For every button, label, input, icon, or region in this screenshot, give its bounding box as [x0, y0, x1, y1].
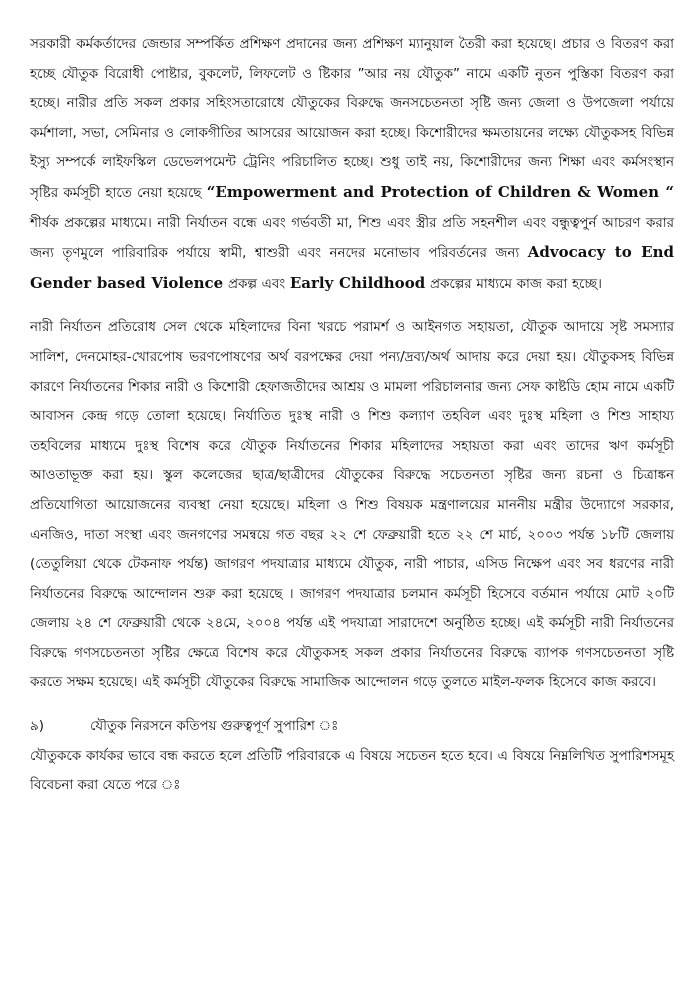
document-page	[30, 30, 674, 801]
paragraph-prevention-cell: নারী নির্যাতন প্রতিরোধ সেল থেকে মহিলাদের বিনা খরচে পরামর্শ ও আইনগত সহায়তা, যৌতুক আদায়ে সৃষ্ট সমস্যার সালিশ, দেনমোহর-খোরপোষ ভরণপোষণের অর্থ বরপক্ষের দেয়া পন্য/দ্রব্য/অর্থ আদায় করে দেয়া হয়। যৌতুকসহ বিভিন্ন কারণে নির্যাতনের শিকার নারী ও কিশোরী হেফাজতীদের আশ্রয় ও মামলা পরিচালনার জন্য সেফ কাষ্টডি হোম নামে একটি আবাসন কেন্দ্র গড়ে তোলা হয়েছে। নির্যাতিত দুঃস্থ নারী ও শিশু কল্যাণ তহবিল এবং দুঃস্থ মহিলা ও শিশু সাহায্য তহবিলের মাধ্যমে দুঃস্থ বিশেষ করে যৌতুক নির্যাতনের শিকার মহিলাদের সহায়তা করা এবং তাদের ঋণ কর্মসূচী আওতাভূক্ত করা হয়। স্কুল কলেজের ছাত্র/ছাত্রীদের যৌতুকের বিরুদ্ধে সচেতনতা সৃষ্টির জন্য রচনা ও চিত্রাঙ্কন প্রতিযোগিতা আয়োজনের ব্যবস্থা নেয়া হয়েছে। মহিলা ও শিশু বিষয়ক মন্ত্রণালয়ের মাননীয় মন্ত্রীর উদ্যোগে সরকার, এনজিও, দাতা সংস্থা এবং জনগণের সমন্বয়ে গত বছর ২২ শে ফেব্রুয়ারী হতে ২২ শে মার্চ, ২০০৩ পর্যন্ত ১৮টি জেলায় (তেতুলিয়া থেকে টেকনাফ পর্যন্ত) জাগরণ পদযাত্রার মাধ্যমে যৌতুক, নারী পাচার, এসিড নিক্ষেপ এবং সব ধরণের নারী নির্যাতনের বিরুদ্ধে আন্দোলন শুরু করা হয়েছে । জাগরণ পদযাত্রার চলমান কর্মসূচী হিসেবে বর্তমান পর্যায়ে মোট ২০টি জেলায় ২৪ শে ফেব্রুয়ারী থেকে ২৪মে, ২০০৪ পর্যন্ত এই পদযাত্রা সারাদেশে অনুষ্ঠিত হচ্ছে। এই কর্মসূচী নারী নির্যাতনের বিরুদ্ধে গণসচেতনতা সৃষ্টির ক্ষেত্রে বিশেষ করে যৌতুকসহ সকল প্রকার নির্যাতনের বিরুদ্ধে ব্যাপক গণসচেতনতা সৃষ্টি করতে সক্ষম হয়েছে। এই কর্মসূচী যৌতুকের বিরুদ্ধে সামাজিক আন্দোলন গড়ে তুলতে মাইল-ফলক হিসেবে কাজ করবে।	[30, 320, 674, 691]
paragraph-text: শীর্ষক প্রকল্পের মাধ্যমে। নারী নির্যাতন বন্ধে এবং গর্ভবতী মা, শিশু এবং স্ত্রীর প্রতি সহনশীল এবং বন্ধুত্বপুর্ন আচরণ করার জন্য তৃণমুলে পারিবারিক পর্যায়ে স্বামী, শ্বাশুরী এবং ননদের মনোভাব পরিবর্তনের জন্য	[30, 215, 674, 262]
paragraph-text: প্রকল্প এবং	[228, 276, 286, 292]
section-title: যৌতুক নিরসনে কতিপয় গুরুত্বপূর্ণ সুপারিশ ঃ	[90, 719, 339, 735]
section-heading	[30, 712, 674, 742]
paragraph-gender-training	[30, 30, 674, 299]
project-name-advocacy: Advocacy to End Gender based Violence	[30, 243, 674, 292]
section-number: ৯)	[30, 719, 44, 735]
paragraph-text: সরকারী কর্মকর্তাদের জেন্ডার সম্পর্কিত প্রশিক্ষণ প্রদানের জন্য প্রশিক্ষণ ম্যানুয়াল তৈরী করা হয়েছে। প্রচার ও বিতরণ করা হচ্ছে যৌতুক বিরোধী পোষ্টার, বুকলেট, লিফলেট ও ষ্টিকার ”আর নয় যৌতুক” নামে একটি নুতন পুস্তিকা বিতরণ করা হচ্ছে। নারীর প্রতি সকল প্রকার সহিংসতারোধে যৌতুকের বিরুদ্ধে জনসচেতনতা সৃষ্টি জন্য জেলা ও উপজেলা পর্যায়ে কর্মশালা, সভা, সেমিনার ও লোকগীতির আসরের আয়োজন করা হচ্ছে। কিশোরীদের ক্ষমতায়নের লক্ষ্যে যৌতুকসহ বিভিন্ন ইস্যু সম্পর্কে লাইফস্কিল ডেভেলপমেন্ট ট্রেনিং পরিচালিত হচ্ছে। শুধু তাই নয়, কিশোরীদের জন্য শিক্ষা এবং কর্মসংস্থান সৃষ্টির কর্মসূচী হাতে নেয়া হয়েছে	[30, 37, 674, 201]
project-name-empowerment: “Empowerment and Protection of Children & Women “	[206, 182, 674, 201]
paragraph-text: প্রকল্পের মাধ্যমে কাজ করা হচ্ছে।	[429, 276, 602, 292]
project-name-early-childhood: Early Childhood	[289, 273, 426, 292]
paragraph-recommendations-intro: যৌতুককে কার্যকর ভাবে বন্ধ করতে হলে প্রতিটি পরিবারকে এ বিষয়ে সচেতন হতে হবে। এ বিষয়ে নিম্নলিখিত সুপারিশসমূহ বিবেচনা করা যেতে পরে ঃ	[30, 748, 674, 794]
